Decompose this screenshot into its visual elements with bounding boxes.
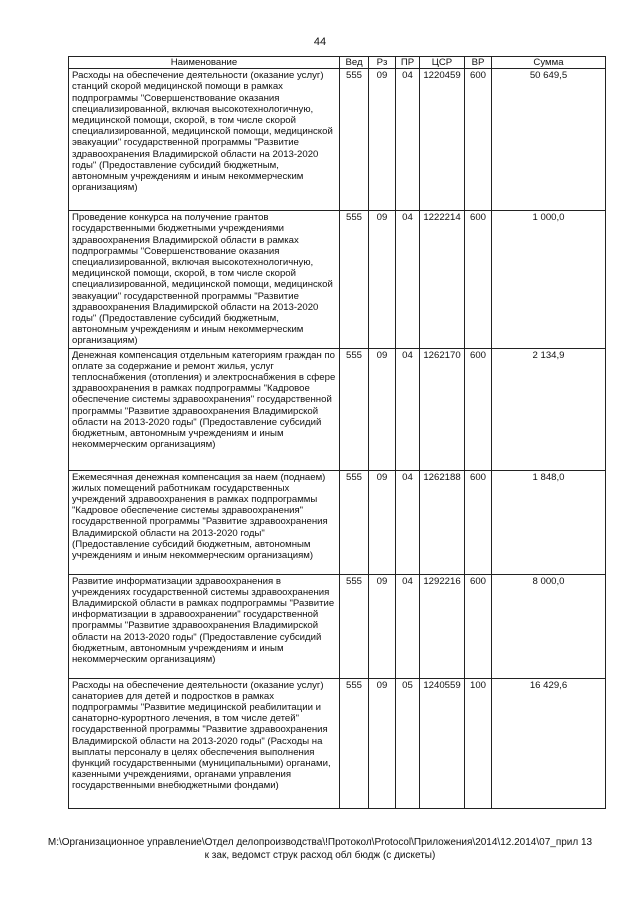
table-row [69, 69, 606, 211]
header-ved: Вед [340, 57, 369, 69]
row-sum: 2 134,9 [492, 348, 606, 470]
row-pr: 04 [396, 574, 420, 678]
page-number: 44 [313, 36, 327, 48]
row-vr: 100 [465, 678, 492, 808]
header-pr: ПР [396, 57, 420, 69]
row-csr: 1240559 [420, 678, 465, 808]
row-rz: 09 [369, 69, 396, 211]
row-vr: 600 [465, 574, 492, 678]
table-row [69, 211, 606, 348]
row-sum: 50 649,5 [492, 69, 606, 211]
row-ved: 555 [340, 574, 369, 678]
row-pr: 05 [396, 678, 420, 808]
row-vr: 600 [465, 470, 492, 574]
header-rz: Рз [369, 57, 396, 69]
header-sum: Сумма [492, 57, 606, 69]
row-sum: 1 848,0 [492, 470, 606, 574]
row-rz: 09 [369, 211, 396, 348]
table-header-row [69, 57, 606, 69]
row-sum: 16 429,6 [492, 678, 606, 808]
header-name: Наименование [69, 57, 340, 69]
table-row [69, 348, 606, 470]
row-name: Расходы на обеспечение деятельности (оказание услуг) санаториев для детей и подростков в рамках подпрограммы "Развитие медицинской реабилитации и санаторно-курортного лечения, в том числе детей" государственной программы "Развитие здравоохранения Владимирской области на 2013-2020 годы" (Расходы на выплаты персоналу в целях обеспечения выполнения функций государственными (муниципальными) органами, казенными учреждениями, органами управления государственными внебюджетными фондами) [69, 678, 340, 808]
row-csr: 1262170 [420, 348, 465, 470]
row-ved: 555 [340, 211, 369, 348]
row-pr: 04 [396, 211, 420, 348]
row-pr: 04 [396, 69, 420, 211]
row-pr: 04 [396, 470, 420, 574]
row-name: Расходы на обеспечение деятельности (оказание услуг) станций скорой медицинской помощи в рамках подпрограммы "Совершенствование оказания специализированной, включая высокотехнологичную, медицинской помощи, скорой, в том числе скорой специализированной, медицинской помощи, медицинской эвакуации" государственной программы "Развитие здравоохранения Владимирской области на 2013-2020 годы" (Предоставление субсидий бюджетным, автономным учреждениям и иным некоммерческим организациям) [69, 69, 340, 211]
budget-table [68, 56, 606, 809]
file-path-footer [0, 836, 640, 862]
row-vr: 600 [465, 69, 492, 211]
row-csr: 1292216 [420, 574, 465, 678]
row-rz: 09 [369, 678, 396, 808]
row-csr: 1262188 [420, 470, 465, 574]
row-sum: 8 000,0 [492, 574, 606, 678]
row-csr: 1220459 [420, 69, 465, 211]
row-ved: 555 [340, 678, 369, 808]
footer-line-2: к зак, ведомст струк расход обл бюдж (с дискеты) [204, 850, 436, 861]
row-name: Ежемесячная денежная компенсация за наем (поднаем) жилых помещений работникам государственных учреждений здравоохранения в рамках подпрограммы "Кадровое обеспечение системы здравоохранения" государственной программы "Развитие здравоохранения Владимирской области на 2013-2020 годы" (Предоставление субсидий бюджетным, автономным учреждениям и иным некоммерческим организациям) [69, 470, 340, 574]
row-name: Развитие информатизации здравоохранения в учреждениях государственной системы здравоохранения Владимирской области в рамках подпрограммы "Развитие информатизации в здравоохранении" государственной программы "Развитие здравоохранения Владимирской области на 2013-2020 годы" (Предоставление субсидий бюджетным, автономным учреждениям и иным некоммерческим организациям) [69, 574, 340, 678]
row-vr: 600 [465, 211, 492, 348]
row-ved: 555 [340, 69, 369, 211]
row-rz: 09 [369, 470, 396, 574]
row-name: Денежная компенсация отдельным категориям граждан по оплате за содержание и ремонт жилья, услуг теплоснабжения (отопления) и электроснабжения в сфере здравоохранения в рамках подпрограммы "Кадровое обеспечение системы здравоохранения" государственной программы "Развитие здравоохранения Владимирской области на 2013-2020 годы" (Предоставление субсидий бюджетным, автономным учреждениям и иным некоммерческим организациям) [69, 348, 340, 470]
row-name: Проведение конкурса на получение грантов государственными бюджетными учреждениями здравоохранения Владимирской области в рамках подпрограммы "Совершенствование оказания специализированной, включая высокотехнологичную, медицинской помощи, скорой, в том числе скорой специализированной, медицинской помощи, медицинской эвакуации" государственной программы "Развитие здравоохранения Владимирской области на 2013-2020 годы" (Предоставление субсидий бюджетным, автономным учреждениям и иным некоммерческим организациям) [69, 211, 340, 348]
table-row [69, 470, 606, 574]
row-rz: 09 [369, 574, 396, 678]
row-csr: 1222214 [420, 211, 465, 348]
row-ved: 555 [340, 470, 369, 574]
row-pr: 04 [396, 348, 420, 470]
row-rz: 09 [369, 348, 396, 470]
row-vr: 600 [465, 348, 492, 470]
row-ved: 555 [340, 348, 369, 470]
header-vr: ВР [465, 57, 492, 69]
row-sum: 1 000,0 [492, 211, 606, 348]
footer-line-1: M:\Организационное управление\Отдел делопроизводства\!Протокол\Protocol\Приложения\2014\12.2014\07_прил 13 [47, 837, 593, 848]
table-row [69, 574, 606, 678]
header-csr: ЦСР [420, 57, 465, 69]
table-row [69, 678, 606, 808]
